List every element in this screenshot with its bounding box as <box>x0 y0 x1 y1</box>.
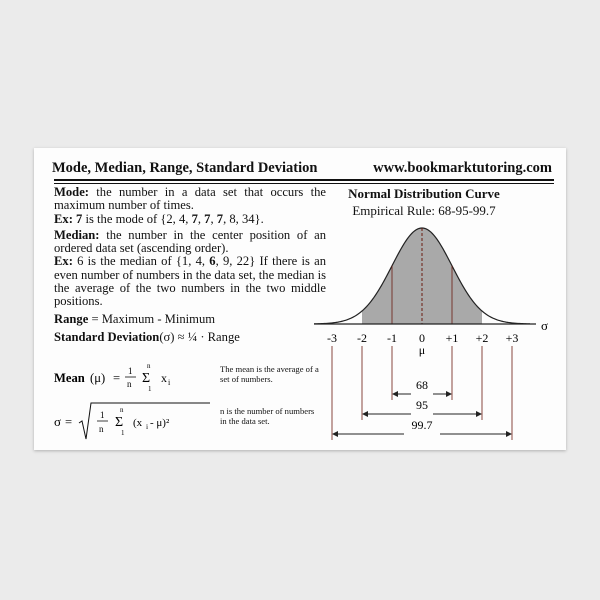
mode-example-text-1: is the mode of {2, 4, <box>82 211 192 226</box>
range-label: 68 <box>416 378 428 392</box>
sd-sigma: (σ) <box>159 329 175 344</box>
curve-subtitle: Empirical Rule: 68-95-99.7 <box>352 203 496 218</box>
sigma-formula <box>54 399 214 443</box>
mean-note: The mean is the average of a set of numbers. <box>220 364 319 384</box>
formula-area <box>54 363 326 443</box>
normal-curve-diagram <box>304 184 566 446</box>
mode-example-label: Ex: <box>54 211 73 226</box>
mean-sum: Σ <box>142 371 151 386</box>
mode-example-value: 7 <box>72 211 83 226</box>
arrowhead-left <box>332 431 338 437</box>
mode-example-comma-2: , <box>210 211 217 226</box>
sigma-term-sub: i <box>146 422 149 431</box>
median-text: the number in the center position of an ordered data set (ascending order). <box>54 227 326 256</box>
mean-xi: x <box>161 371 167 385</box>
mean-label: Mean <box>54 371 85 385</box>
sigma-frac-den: n <box>99 424 104 434</box>
mode-definition <box>54 186 326 226</box>
mean-mu: (μ) <box>90 371 106 385</box>
arrowhead-left <box>392 391 398 397</box>
sigma-sum-bottom: 1 <box>121 429 125 437</box>
tick-label: +1 <box>445 331 459 345</box>
mode-term: Mode: <box>54 185 89 199</box>
poster <box>34 148 566 450</box>
mean-frac-den: n <box>127 379 132 389</box>
median-example-bold: 6 <box>209 254 216 269</box>
range-label: 99.7 <box>411 418 433 432</box>
sigma-sum-top: n <box>120 406 124 414</box>
median-example-label: Ex: <box>54 254 73 269</box>
tick-label: -3 <box>327 331 337 345</box>
mean-equals: = <box>113 371 121 385</box>
header-rule <box>54 179 554 181</box>
arrowhead-right <box>446 391 452 397</box>
curve-title: Normal Distribution Curve <box>348 186 500 201</box>
range-definition <box>54 312 326 327</box>
range-text: = Maximum - Minimum <box>88 311 216 326</box>
tick-label: -1 <box>387 331 397 345</box>
sigma-term-close: - μ)² <box>150 417 170 429</box>
arrowhead-left <box>362 411 368 417</box>
tick-label: +3 <box>505 331 519 345</box>
arrowhead-right <box>476 411 482 417</box>
mean-formula <box>54 363 214 393</box>
sigma-sum: Σ <box>115 415 124 430</box>
mode-text: the number in a data set that occurs the maximum number of times. <box>54 185 326 213</box>
mode-example-text-2: , 8, 34}. <box>223 211 264 226</box>
mu-label: μ <box>418 343 426 357</box>
poster-header <box>34 148 566 188</box>
sigma-symbol: σ <box>54 414 62 429</box>
range-label: 95 <box>416 398 428 412</box>
mode-example-bold-3: 7 <box>216 211 224 226</box>
mean-frac-num: 1 <box>128 366 133 376</box>
mode-example-bold-2: 7 <box>204 211 211 226</box>
range-term: Range <box>54 311 89 326</box>
standard-deviation-definition <box>54 330 326 345</box>
median-example-text-2: , 9, 22} If there is an even number of numbers in the data set, the median is the average of the two numbers in the two middle positions. <box>54 254 327 309</box>
sigma-equals: = <box>65 415 73 429</box>
sd-text: ≈ ¼ · Range <box>174 329 240 344</box>
sigma-term-open: (x <box>133 417 143 429</box>
tick-label: +2 <box>475 331 489 345</box>
arrowhead-right <box>506 431 512 437</box>
sd-term: Standard Deviation <box>54 329 160 344</box>
definitions-column <box>54 186 326 345</box>
mean-xi-sub: i <box>168 378 171 387</box>
sigma-frac-num: 1 <box>100 410 105 420</box>
normal-curve-panel <box>304 184 566 446</box>
website-url: www.bookmarktutoring.com <box>373 160 552 176</box>
mode-example-comma-1: , <box>197 211 205 226</box>
tick-label: 0 <box>419 331 425 345</box>
n-note: n is the number of numbers in the data set. <box>220 406 315 426</box>
mean-sum-bottom: 1 <box>148 385 152 393</box>
median-term: Median: <box>54 227 100 242</box>
mode-example-bold-1: 7 <box>191 211 198 226</box>
median-definition <box>54 229 326 309</box>
axis-sigma-label: σ <box>541 318 549 333</box>
poster-title: Mode, Median, Range, Standard Deviation <box>52 160 318 176</box>
mean-sum-top: n <box>147 363 151 370</box>
median-example-text-1: 6 is the median of {1, 4, <box>72 254 210 269</box>
tick-label: -2 <box>357 331 367 345</box>
